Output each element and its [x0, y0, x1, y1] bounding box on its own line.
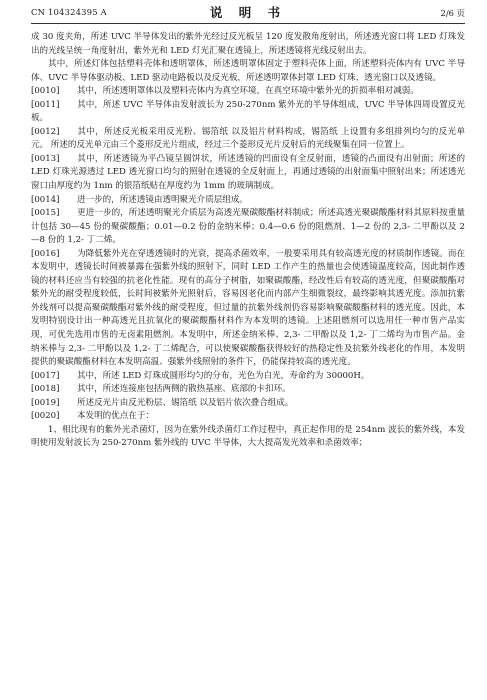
- document-title: 说 明 书: [209, 5, 287, 20]
- paragraph: [31, 383, 465, 397]
- page-header: [31, 0, 465, 22]
- paragraph-number: [0019]: [31, 397, 60, 408]
- paragraph: [31, 153, 465, 194]
- paragraph: [31, 410, 465, 424]
- paragraph-text: 其中，所述透镜为平凸镜呈圆饼状，所述透镜的凹面设有全反射面，透镜的凸面设有出射面；所述的 LED 灯珠光源透过 LED 透光窗口均匀的照射在透镜的全反射面上，再通过透镜的出射面集中照射出来；所述透光窗口由厚度约为 1nm 的银箔纸贴在厚度约为 1mm 的玻璃制成。: [31, 153, 465, 192]
- document-body: [31, 31, 465, 451]
- paragraph-text: 其中，所述 UVC 半导体由发射波长为 250-270nm 紫外光的半导体组成，UVC 半导体四周设置反光板。: [31, 99, 465, 124]
- paragraph-number: [0015]: [31, 208, 60, 219]
- paragraph-text: 1、相比现有的紫外光杀菌灯，因为在紫外线杀菌灯工作过程中，真正起作用的是 254nm 波长的紫外线，本发明使用发射波长为 250-270nm 紫外线的 UVC 半导体，大大提高发光效率和杀菌效率；: [31, 424, 465, 449]
- paragraph: [31, 397, 465, 411]
- paragraph-number: [0014]: [31, 194, 60, 205]
- paragraph: [31, 424, 465, 451]
- paragraph-number: [0016]: [31, 248, 60, 259]
- paragraph-number: [0020]: [31, 411, 60, 422]
- paragraph-number: [0011]: [31, 99, 60, 110]
- paragraph-number: [0012]: [31, 126, 60, 137]
- paragraph-number: [0013]: [31, 153, 60, 164]
- paragraph-text: 其中，所述反光板采用反光粉、锡箔纸 以及铝片材料构成，锡箔纸 上设置有多组排列均匀的反光单元。 所述的反光单元由三个菱形反光片组成，经过三个菱形反光片反射后的光线聚集在同一位置上。: [31, 126, 465, 151]
- paragraph-number: [0010]: [31, 86, 60, 97]
- paragraph: [31, 207, 465, 248]
- header-rule: [31, 23, 465, 24]
- paragraph-text: 其中，所述灯体包括塑料壳体和透明罩体，所述透明罩体固定于塑料壳体上面，所述塑料壳体内有 UVC 半导体、UVC 半导体驱动板、LED 驱动电路板以及反光板，所述透明罩体封罩 LED 灯珠、透光窗口以及透镜。: [31, 59, 465, 83]
- paragraph: [31, 99, 465, 126]
- document-id: CN 104324395 A: [31, 7, 107, 17]
- paragraph: [31, 31, 465, 58]
- paragraph-text: 为降低紫外光在穿透透镜时的光衰，提高杀菌效率，一般要采用具有较高透光度的材质制作透镜。而在本发明中，透镜长时间被暴露在强紫外线的照射下，同时 LED 工作产生的热量也会使透镜温度较高，因此制作透镜的材料还应当有较强的抗老化性能。现有的高分子树脂，如聚碳酸酯，经改性后有较高的透光度，但聚碳酸酯对紫外光的耐受程度较低，长时间被紫外光照射后，容易因老化而内部产生细微裂纹，最终影响其透光度。添加抗紫外线剂可以提高聚碳酸酯对紫外线的耐受程度，但过量的抗紫外线剂仍容易影响聚碳酸酯材料的透光度。因此，本发明特别设计出一种高透光且抗氧化的聚碳酸酯材料作为本发明的透镜。上述阻燃剂可以选用任一种市售产品实现，可优先选用市售的无卤素阻燃剂。本发明中，所述金纳米棒、2,3- 二甲酚以及 1,2- 丁二烯均为市售产品。金纳米棒与 2,3- 二甲酚以及 1,2- 丁二烯配合，可以使聚碳酸酯获得较好的热稳定性及抗紫外线老化的作用，本发明提供的聚碳酸酯材料在本发明高温、强紫外线照射的条件下，仍能保持较高的透光度。: [31, 248, 465, 368]
- paragraph-text: 其中，所述透明罩体以及塑料壳体内为真空环境，在真空环境中紫外光的折损率相对减弱。: [77, 86, 419, 97]
- paragraph: [31, 248, 465, 370]
- paragraph-number: [0018]: [31, 384, 60, 395]
- page-number: 2/6 页: [440, 8, 465, 18]
- paragraph: [31, 126, 465, 153]
- paragraph: [31, 370, 465, 384]
- paragraph-text: 其中，所述 LED 灯珠成圆形均匀的分布，光色为白光，寿命约为 30000H。: [77, 370, 370, 381]
- paragraph-text: 进一步的，所述透镜由透明聚光介质层组成。: [77, 194, 248, 205]
- paragraph-text: 成 30 度夹角，所述 UVC 半导体发出的紫外光经过反光板呈 120 度发散角度射出，所述透光窗口将 LED 灯珠发出的光线呈统一角度射出，紫外光和 LED 灯光汇聚在透镜上，所述透镜将光线反射出去。: [31, 32, 465, 56]
- paragraph: [31, 194, 465, 208]
- paragraph: [31, 58, 465, 85]
- paragraph-text: 其中，所述连接座包括两侧的散热基座、底部的卡扣环。: [77, 384, 291, 395]
- paragraph-text: 更进一步的，所述透明聚光介质层为高透光聚碳酸酯材料制成；所述高透光聚碳酸酯材料其原料按重量计包括 30—45 份的聚碳酸酯；0.01—0.2 份的金纳米棒；0.4—0.6 份的阻燃剂、1—2 份的 2,3- 二甲酚以及 2—8 份的 1,2- 丁二烯。: [31, 208, 465, 246]
- paragraph: [31, 85, 465, 99]
- paragraph-text: 本发明的优点在于：: [77, 411, 154, 422]
- paragraph-text: 所述反光片由反光粉层、锡箔纸 以及铝片依次叠合组成。: [77, 397, 294, 408]
- paragraph-number: [0017]: [31, 370, 60, 381]
